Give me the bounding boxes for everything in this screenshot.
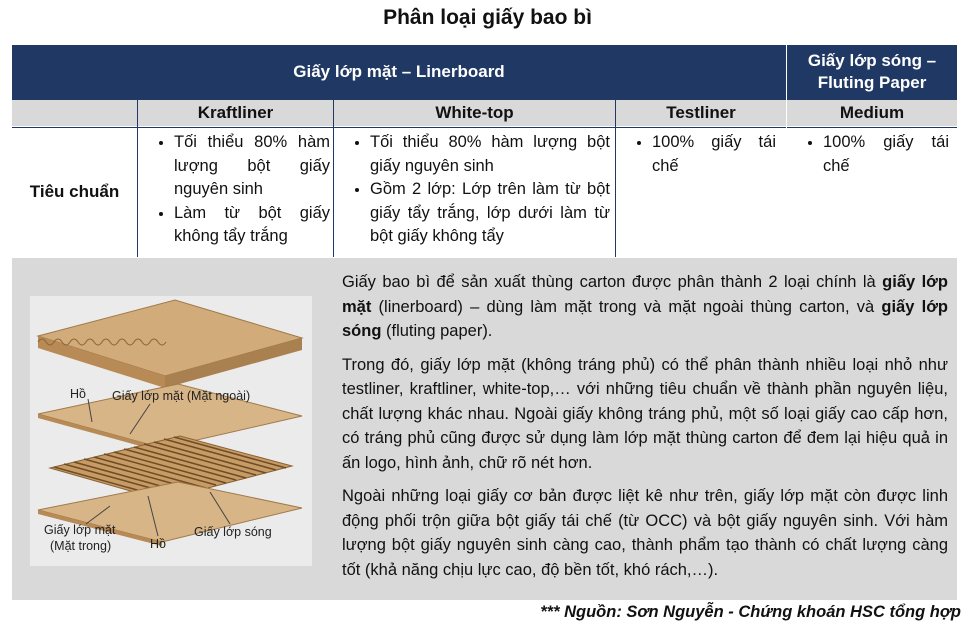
table-divider — [12, 99, 957, 100]
bold-term-fluting: giấy lớp sóng — [342, 297, 949, 340]
table-divider — [12, 127, 957, 128]
label-inner-liner-line1: Giấy lớp mặt — [44, 523, 116, 537]
table-divider — [333, 100, 334, 257]
table-divider — [615, 100, 616, 257]
fluting-header — [787, 45, 957, 99]
label-outer-liner: Giấy lớp mặt (Mặt ngoài) — [112, 389, 251, 403]
column-header-whitetop: White-top — [334, 100, 615, 126]
label-ho-top: Hồ — [70, 387, 86, 401]
list-item: • Gồm 2 lớp: Lớp trên làm từ bột giấy tẩy trắng, lớp dưới làm từ bột giấy không tẩy — [370, 178, 610, 249]
cell-medium — [789, 131, 949, 178]
source-note: *** Nguồn: Sơn Nguyễn - Chứng khoán HSC tổng hợp — [540, 603, 961, 621]
corrugated-board-illustration — [30, 296, 312, 566]
cell-whitetop — [336, 131, 610, 249]
column-header-kraftliner: Kraftliner — [138, 100, 333, 126]
list-item: • 100% giấy tái chế — [823, 131, 949, 178]
list-item: • Làm từ bột giấy không tẩy trắng — [174, 202, 330, 249]
column-header-testliner: Testliner — [616, 100, 786, 126]
cell-testliner — [618, 131, 776, 178]
row-label-standard: Tiêu chuẩn — [29, 182, 120, 201]
list-item: • Tối thiểu 80% hàm lượng bột giấy nguyên sinh — [174, 131, 330, 202]
column-header-blank — [12, 100, 137, 126]
corrugated-layers-diagram — [30, 296, 312, 566]
paragraph-3: Ngoài những loại giấy cơ bản được liệt kê như trên, giấy lớp mặt còn được linh động phối trộn giữa bột giấy tái chế (từ OCC) và bột giấy nguyên sinh. Với hàm lượng bột giấy nguyên sinh càng cao, thành phẩm tạo thành có chất lượng càng tốt (khả năng chịu lực cao, độ bền tốt, khó rách,…). — [342, 487, 948, 579]
paragraph-text: Giấy bao bì để sản xuất thùng carton được phân thành 2 loại chính là — [342, 273, 883, 291]
description-text — [342, 270, 948, 591]
table-divider — [137, 100, 138, 257]
bold-term-liner: giấy lớp mặt — [342, 273, 948, 316]
label-fluting: Giấy lớp sóng — [194, 525, 272, 539]
paragraph-text: (linerboard) – dùng làm mặt trong và mặt ngoài thùng carton, và — [371, 297, 882, 316]
label-inner-liner-line2: (Mặt trong) — [50, 539, 112, 553]
page-title: Phân loại giấy bao bì — [383, 6, 592, 29]
column-header-medium: Medium — [787, 100, 957, 126]
list-item: • Tối thiểu 80% hàm lượng bột giấy nguyên sinh — [370, 131, 610, 178]
label-ho-bottom: Hồ — [150, 537, 166, 551]
list-item: • 100% giấy tái chế — [652, 131, 776, 178]
cell-kraftliner — [140, 131, 330, 249]
fluting-header-line1: Giấy lớp sóng – — [807, 51, 937, 70]
paragraph-2: Trong đó, giấy lớp mặt (không tráng phủ) có thể phân thành nhiều loại nhỏ như testliner, kraftliner, white-top,… với những tiêu chuẩn về thành phần nguyên liệu, chất lượng khác nhau. Ngoài giấy không tráng phủ, một số loại giấy cao cấp hơn, có tráng phủ cũng được sử dụng làm lớp mặt thùng carton để đem lại hiệu quả in ấn logo, hình ảnh, chữ rõ nét hơn. — [342, 355, 948, 472]
fluting-header-line2: Fluting Paper — [817, 73, 927, 92]
linerboard-header: Giấy lớp mặt – Linerboard — [12, 45, 786, 99]
paragraph-text: (fluting paper). — [381, 322, 493, 340]
assembled-board-graphic — [38, 300, 302, 388]
paragraph-1 — [342, 270, 948, 344]
table-divider — [786, 45, 787, 257]
